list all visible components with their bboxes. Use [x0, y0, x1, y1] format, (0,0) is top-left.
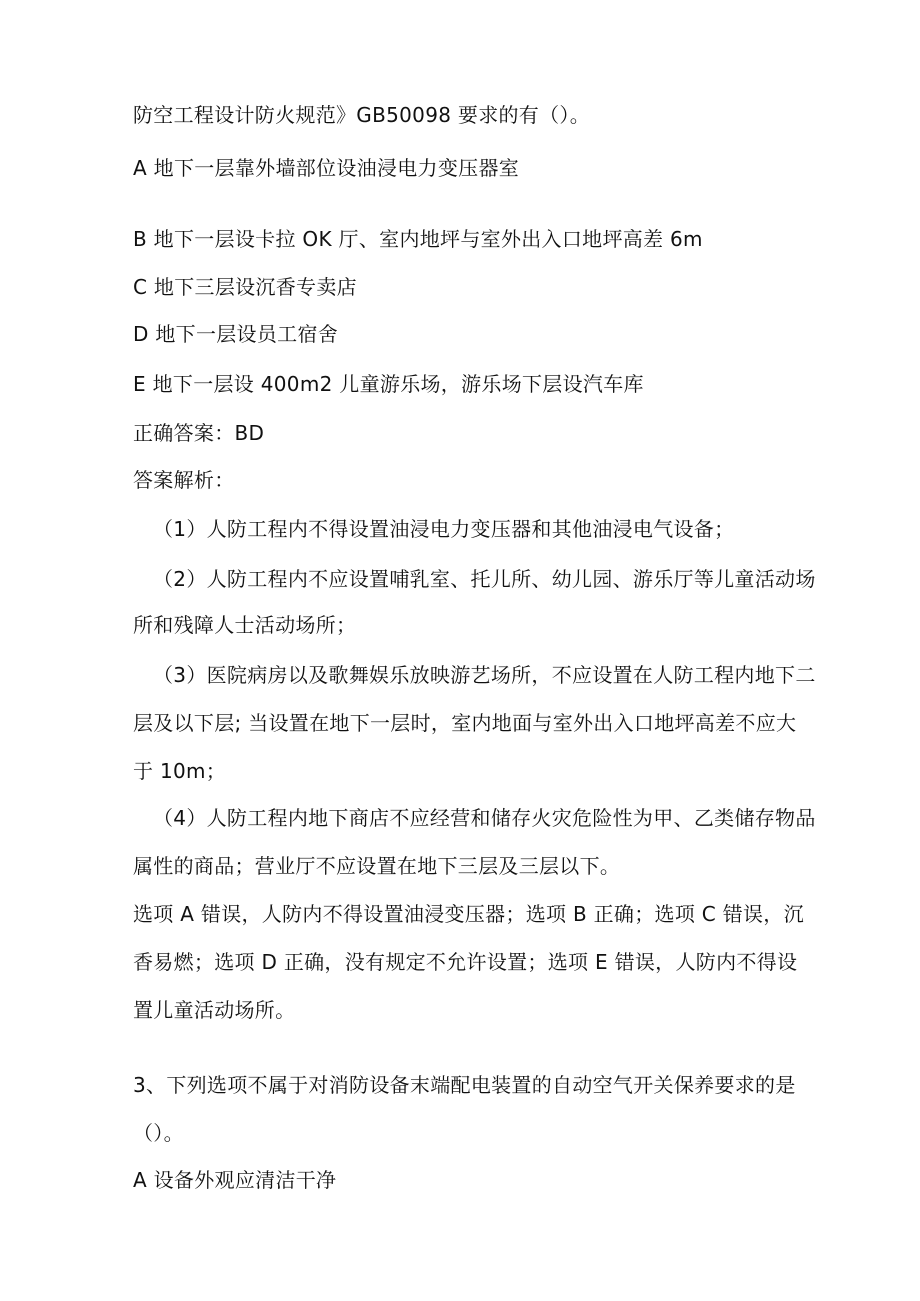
question-2-answer: 正确答案：BD	[133, 421, 265, 445]
analysis-line: （2）人防工程内不应设置哺乳室、托儿所、幼儿园、游乐厅等儿童活动场	[153, 567, 816, 591]
question-2-option-e: E 地下一层设 400m2 儿童游乐场，游乐场下层设汽车库	[133, 372, 644, 396]
question-3-stem: 3、下列选项不属于对消防设备末端配电装置的自动空气开关保养要求的是	[133, 1073, 796, 1097]
summary-line: 选项 A 错误，人防内不得设置油浸变压器；选项 B 正确；选项 C 错误，沉	[133, 902, 804, 926]
question-2-analysis-label: 答案解析：	[133, 468, 235, 492]
summary-line: 香易燃；选项 D 正确，没有规定不允许设置；选项 E 错误，人防内不得设	[133, 950, 798, 974]
analysis-line: （4）人防工程内地下商店不应经营和储存火灾危险性为甲、乙类储存物品	[153, 806, 816, 830]
analysis-line: （1）人防工程内不得设置油浸电力变压器和其他油浸电气设备；	[153, 517, 735, 541]
question-2-stem: 防空工程设计防火规范》GB50098 要求的有（）。	[133, 103, 590, 127]
question-2-option-c: C 地下三层设沉香专卖店	[133, 275, 357, 299]
analysis-line: 属性的商品；营业厅不应设置在地下三层及三层以下。	[133, 854, 621, 878]
summary-line: 置儿童活动场所。	[133, 998, 296, 1022]
analysis-line: 层及以下层; 当设置在地下一层时，室内地面与室外出入口地坪高差不应大	[133, 711, 797, 735]
analysis-line: （3）医院病房以及歌舞娱乐放映游艺场所，不应设置在人防工程内地下二	[153, 663, 816, 687]
question-3-option-a: A 设备外观应清洁干净	[133, 1168, 337, 1192]
question-3-stem-cont: （）。	[133, 1121, 184, 1145]
question-2-option-b: B 地下一层设卡拉 OK 厅、室内地坪与室外出入口地坪高差 6m	[133, 227, 703, 251]
question-2-option-d: D 地下一层设员工宿舍	[133, 322, 339, 346]
analysis-line: 所和残障人士活动场所；	[133, 613, 357, 637]
question-2-option-a: A 地下一层靠外墙部位设油浸电力变压器室	[133, 156, 520, 180]
analysis-line: 于 10m；	[133, 759, 227, 783]
